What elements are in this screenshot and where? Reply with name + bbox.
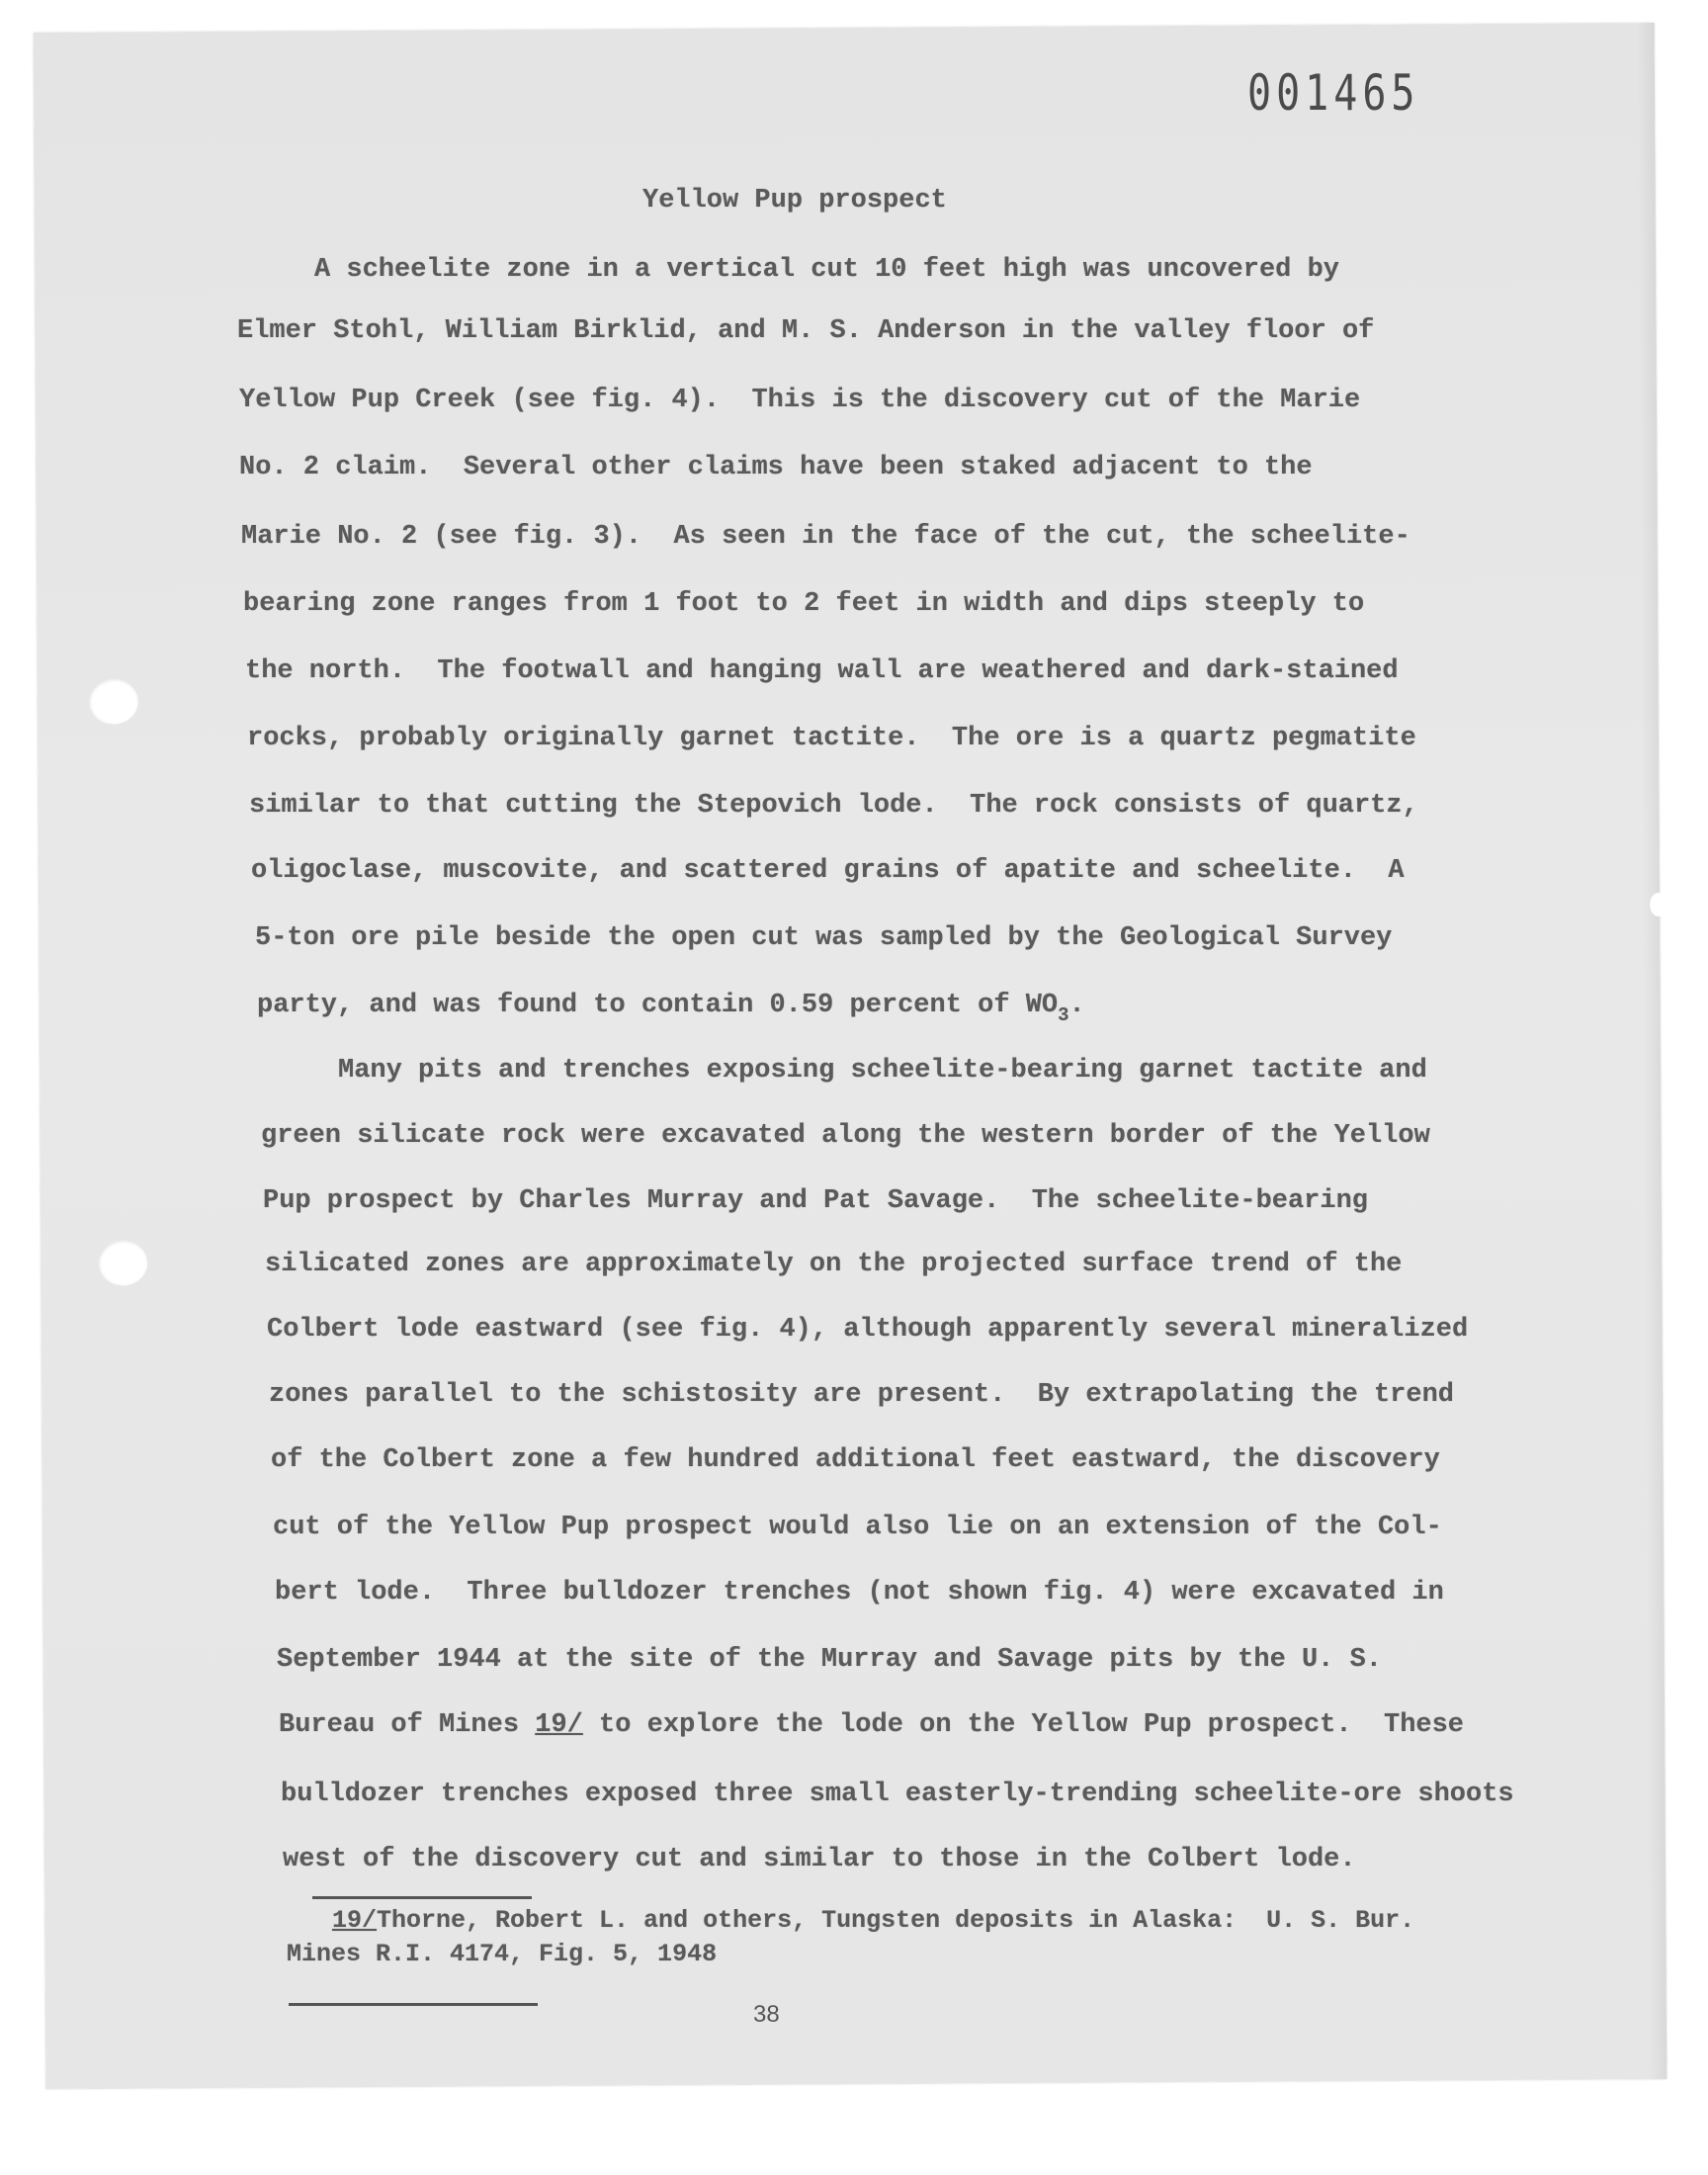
text-fragment: Bureau of Mines bbox=[279, 1710, 536, 1740]
text-line: bert lode. Three bulldozer trenches (not shown fig. 4) were excavated in bbox=[275, 1578, 1444, 1608]
footnote-top-rule bbox=[312, 1896, 532, 1899]
text-fragment: to explore the lode on the Yellow Pup prospect. These bbox=[582, 1710, 1465, 1740]
text-line: Many pits and trenches exposing scheelite-bearing garnet tactite and bbox=[338, 1056, 1427, 1086]
document-number: 001465 bbox=[1247, 65, 1420, 123]
text-line: of the Colbert zone a few hundred additional feet eastward, the discovery bbox=[271, 1445, 1440, 1475]
footnote-bottom-rule bbox=[289, 2003, 538, 2006]
text-fragment: . bbox=[1068, 991, 1085, 1020]
text-line-wo3 bbox=[257, 991, 1085, 1026]
text-line: Pup prospect by Charles Murray and Pat Savage. The scheelite-bearing bbox=[263, 1186, 1368, 1216]
text-line-with-footnote-ref bbox=[279, 1710, 1464, 1740]
text-line: Elmer Stohl, William Birklid, and M. S. Anderson in the valley floor of bbox=[237, 316, 1375, 346]
footnote-text: Thorne, Robert L. and others, Tungsten deposits in Alaska: U. S. Bur. bbox=[377, 1906, 1415, 1935]
footnote-line-2: Mines R.I. 4174, Fig. 5, 1948 bbox=[287, 1940, 718, 1968]
text-line: Yellow Pup Creek (see fig. 4). This is the discovery cut of the Marie bbox=[239, 386, 1361, 415]
text-line: zones parallel to the schistosity are present. By extrapolating the trend bbox=[269, 1380, 1454, 1410]
page-title: Yellow Pup prospect bbox=[642, 186, 947, 216]
footnote-line-1 bbox=[332, 1906, 1414, 1935]
text-line: September 1944 at the site of the Murray and Savage pits by the U. S. bbox=[277, 1645, 1382, 1675]
footnote-reference: 19/ bbox=[535, 1710, 583, 1740]
text-line: No. 2 claim. Several other claims have been staked adjacent to the bbox=[239, 453, 1313, 482]
text-line: similar to that cutting the Stepovich lode. The rock consists of quartz, bbox=[249, 791, 1418, 821]
footnote-marker: 19/ bbox=[332, 1906, 378, 1935]
text-fragment: party, and was found to contain 0.59 percent of WO bbox=[257, 991, 1059, 1020]
punch-hole-bottom bbox=[98, 1240, 147, 1285]
text-line: west of the discovery cut and similar to those in the Colbert lode. bbox=[283, 1845, 1356, 1874]
page-number: 38 bbox=[753, 2001, 780, 2028]
text-line: the north. The footwall and hanging wall are weathered and dark-stained bbox=[245, 656, 1399, 686]
text-line: green silicate rock were excavated along the western border of the Yellow bbox=[261, 1121, 1430, 1151]
text-line: A scheelite zone in a vertical cut 10 feet high was uncovered by bbox=[314, 255, 1339, 285]
page-edge-notch bbox=[1650, 893, 1667, 916]
text-line: Marie No. 2 (see fig. 3). As seen in the face of the cut, the scheelite- bbox=[241, 522, 1410, 552]
text-line: Colbert lode eastward (see fig. 4), although apparently several mineralized bbox=[267, 1315, 1469, 1345]
subscript-3: 3 bbox=[1058, 1004, 1069, 1026]
punch-hole-top bbox=[89, 678, 138, 724]
text-line: 5-ton ore pile beside the open cut was sampled by the Geological Survey bbox=[255, 923, 1393, 953]
text-line: rocks, probably originally garnet tactite. The ore is a quartz pegmatite bbox=[247, 724, 1416, 753]
text-line: silicated zones are approximately on the projected surface trend of the bbox=[265, 1250, 1403, 1279]
text-line: bearing zone ranges from 1 foot to 2 feet in width and dips steeply to bbox=[243, 589, 1365, 619]
text-line: cut of the Yellow Pup prospect would also lie on an extension of the Col- bbox=[273, 1513, 1442, 1542]
text-line: bulldozer trenches exposed three small easterly-trending scheelite-ore shoots bbox=[281, 1780, 1514, 1809]
text-line: oligoclase, muscovite, and scattered grains of apatite and scheelite. A bbox=[251, 856, 1405, 886]
